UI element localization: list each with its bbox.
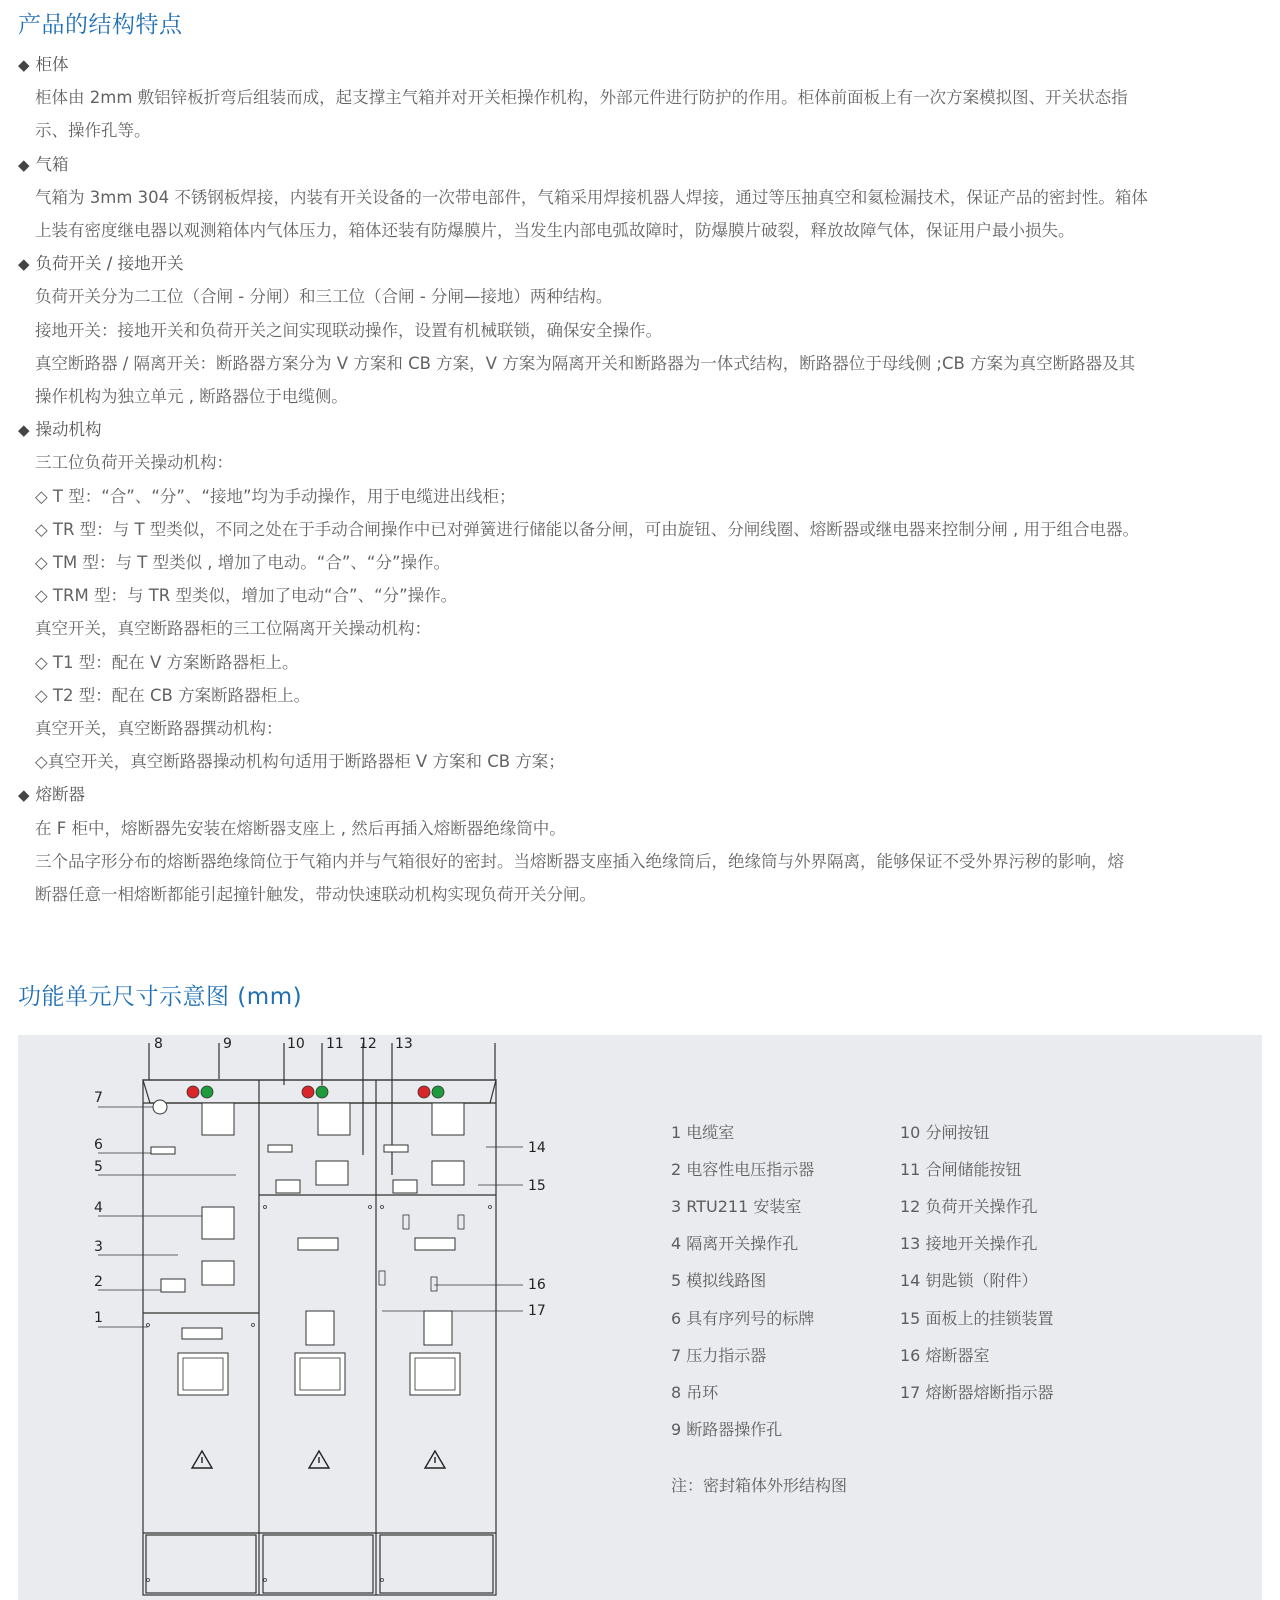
paragraph-line: 在 F 柜中，熔断器先安装在熔断器支座上 , 然后再插入熔断器绝缘筒中。 bbox=[35, 819, 566, 838]
switchgear-diagram-panel bbox=[18, 1035, 1262, 1600]
diamond-bullet-icon: ◆ bbox=[18, 421, 30, 439]
section-heading bbox=[18, 55, 69, 75]
section-heading-label: 气箱 bbox=[35, 155, 69, 174]
legend-item: 4 隔离开关操作孔 bbox=[671, 1234, 799, 1253]
callout-13: 13 bbox=[395, 1036, 413, 1052]
callout-17: 17 bbox=[528, 1303, 546, 1319]
callout-14: 14 bbox=[528, 1140, 546, 1156]
section-heading-label: 负荷开关 / 接地开关 bbox=[35, 254, 184, 273]
paragraph-line: ◇ TM 型：与 T 型类似 , 增加了电动。“合”、“分”操作。 bbox=[35, 553, 450, 572]
callout-15: 15 bbox=[528, 1178, 546, 1194]
legend-item: 17 熔断器熔断指示器 bbox=[900, 1383, 1054, 1402]
callout-12: 12 bbox=[359, 1036, 377, 1052]
callout-2: 2 bbox=[94, 1274, 103, 1290]
legend-item: 9 断路器操作孔 bbox=[671, 1420, 783, 1439]
paragraph-line: 接地开关：接地开关和负荷开关之间实现联动操作，设置有机械联锁，确保安全操作。 bbox=[35, 321, 662, 340]
callout-1: 1 bbox=[94, 1310, 103, 1326]
callout-7: 7 bbox=[94, 1090, 103, 1106]
paragraph-line: 柜体由 2mm 敷铝锌板折弯后组装而成，起支撑主气箱并对开关柜操作机构，外部元件进行防护的作用。柜体前面板上有一次方案模拟图、开关状态指 bbox=[35, 88, 1128, 107]
paragraph-line: 三个品字形分布的熔断器绝缘筒位于气箱内并与气箱很好的密封。当熔断器支座插入绝缘筒后，绝缘筒与外界隔离，能够保证不受外界污秽的影响，熔 bbox=[35, 852, 1124, 871]
paragraph-line: 负荷开关分为二工位（合闸 - 分闸）和三工位（合闸 - 分闸—接地）两种结构。 bbox=[35, 287, 613, 306]
paragraph-line: ◇ TRM 型：与 TR 型类似，增加了电动“合”、“分”操作。 bbox=[35, 586, 458, 605]
legend-item: 16 熔断器室 bbox=[900, 1346, 990, 1365]
diamond-bullet-icon: ◆ bbox=[18, 255, 30, 273]
section-heading-label: 柜体 bbox=[35, 55, 69, 74]
paragraph-line: 上装有密度继电器以观测箱体内气体压力，箱体还装有防爆膜片，当发生内部电弧故障时，防爆膜片破裂，释放故障气体，保证用户最小损失。 bbox=[35, 221, 1075, 240]
legend-item: 5 模拟线路图 bbox=[671, 1271, 767, 1290]
legend-item: 11 合闸储能按钮 bbox=[900, 1160, 1022, 1179]
section-heading-label: 操动机构 bbox=[35, 420, 102, 439]
legend-item: 10 分闸按钮 bbox=[900, 1123, 990, 1142]
callout-11: 11 bbox=[326, 1036, 344, 1052]
legend-item: 12 负荷开关操作孔 bbox=[900, 1197, 1038, 1216]
legend-item: 1 电缆室 bbox=[671, 1123, 735, 1142]
legend-item: 6 具有序列号的标牌 bbox=[671, 1309, 815, 1328]
diagram-note: 注：密封箱体外形结构图 bbox=[671, 1476, 848, 1495]
paragraph-line: 断器任意一相熔断都能引起撞针触发，带动快速联动机构实现负荷开关分闸。 bbox=[35, 885, 596, 904]
paragraph-line: 气箱为 3mm 304 不锈钢板焊接，内装有开关设备的一次带电部件，气箱采用焊接机器人焊接，通过等压抽真空和氦检漏技术，保证产品的密封性。箱体 bbox=[35, 188, 1148, 207]
paragraph-line: ◇ T 型：“合”、“分”、“接地”均为手动操作，用于电缆进出线柜； bbox=[35, 487, 516, 506]
section-heading bbox=[18, 785, 85, 805]
paragraph-line: 三工位负荷开关操动机构： bbox=[35, 453, 233, 472]
paragraph-line: ◇ T1 型：配在 V 方案断路器柜上。 bbox=[35, 653, 299, 672]
callout-16: 16 bbox=[528, 1277, 546, 1293]
paragraph-line: ◇ TR 型：与 T 型类似，不同之处在于手动合闸操作中已对弹簧进行储能以备分闸，可由旋钮、分闸线圈、熔断器或继电器来控制分闸 , 用于组合电器。 bbox=[35, 520, 1140, 539]
diamond-bullet-icon: ◆ bbox=[18, 156, 30, 174]
callout-6: 6 bbox=[94, 1137, 103, 1153]
legend-item: 13 接地开关操作孔 bbox=[900, 1234, 1038, 1253]
legend-item: 14 钥匙锁（附件） bbox=[900, 1271, 1038, 1290]
paragraph-line: 真空开关，真空断路器柜的三工位隔离开关操动机构： bbox=[35, 619, 431, 638]
section-heading bbox=[18, 155, 69, 175]
callout-3: 3 bbox=[94, 1239, 103, 1255]
callout-10: 10 bbox=[287, 1036, 305, 1052]
section-title-structure: 产品的结构特点 bbox=[18, 12, 183, 38]
paragraph-line: 示、操作孔等。 bbox=[35, 121, 151, 140]
paragraph-line: 真空断路器 / 隔离开关：断路器方案分为 V 方案和 CB 方案，V 方案为隔离开关和断路器为一体式结构，断路器位于母线侧 ;CB 方案为真空断路器及其 bbox=[35, 354, 1136, 373]
callout-5: 5 bbox=[94, 1159, 103, 1175]
legend-item: 7 压力指示器 bbox=[671, 1346, 767, 1365]
paragraph-line: 真空开关，真空断路器撰动机构： bbox=[35, 719, 283, 738]
paragraph-line: 操作机构为独立单元 , 断路器位于电缆侧。 bbox=[35, 387, 348, 406]
legend-item: 8 吊环 bbox=[671, 1383, 719, 1402]
paragraph-line: ◇ T2 型：配在 CB 方案断路器柜上。 bbox=[35, 686, 311, 705]
paragraph-line: ◇真空开关，真空断路器操动机构句适用于断路器柜 V 方案和 CB 方案； bbox=[35, 752, 565, 771]
callout-8: 8 bbox=[154, 1036, 163, 1052]
section-title-dimension-diagram: 功能单元尺寸示意图 (mm) bbox=[18, 984, 303, 1010]
diamond-bullet-icon: ◆ bbox=[18, 786, 30, 804]
callout-4: 4 bbox=[94, 1200, 103, 1216]
section-heading-label: 熔断器 bbox=[35, 785, 86, 804]
diamond-bullet-icon: ◆ bbox=[18, 56, 30, 74]
legend-item: 2 电容性电压指示器 bbox=[671, 1160, 815, 1179]
legend-item: 3 RTU211 安装室 bbox=[671, 1197, 802, 1216]
callout-9: 9 bbox=[223, 1036, 232, 1052]
section-heading bbox=[18, 420, 102, 440]
legend-item: 15 面板上的挂锁装置 bbox=[900, 1309, 1054, 1328]
section-heading bbox=[18, 254, 184, 274]
